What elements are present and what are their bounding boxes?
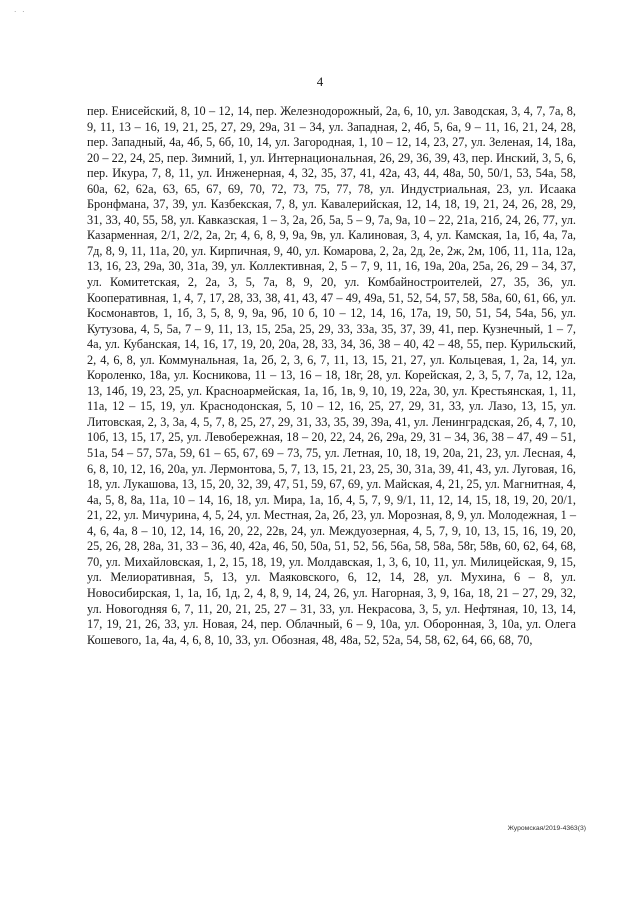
- page-number: 4: [316, 74, 324, 89]
- document-footer-code: Журомская/2019-4363(3): [507, 825, 586, 832]
- street-address-list: пер. Енисейский, 8, 10 – 12, 14, пер. Железнодорожный, 2а, 6, 10, ул. Заводская, 3, 4, 7, 7а, 8, 9, 11, 13 – 16, 19, 21, 25, 27, 29, 29а, 31 – 34, ул. Западная, 2, 4б, 5, 6а, 9 – 11, 16, 21, 24, 28, пер. Западный, 4а, 4б, 5, 6б, 10, 14, ул. Загородная, 1, 10 – 12, 14, 23, 27, ул. Зеленая, 14, 18а, 20 – 22, 24, 25, пер. Зимний, 1, ул. Интернациональная, 26, 29, 36, 39, 43, пер. Инский, 3, 5, 6, пер. Икура, 7, 8, 11, ул. Инженерная, 4, 32, 35, 37, 41, 42а, 43, 44, 48а, 50, 50/1, 53, 54а, 58, 60а, 62, 62а, 63, 65, 67, 69, 70, 72, 73, 75, 77, 78, ул. Индустриальная, 23, ул. Исаака Бронфмана, 37, 39, ул. Казбекская, 7, 8, ул. Кавалерийская, 12, 14, 18, 19, 21, 24, 26, 28, 29, 31, 33, 40, 55, 58, ул. Кавказская, 1 – 3, 2а, 2б, 5а, 5 – 9, 7а, 9а, 10 – 22, 21а, 21б, 24, 26, 77, ул. Казарменная, 2/1, 2/2, 2а, 2г, 4, 6, 8, 9, 9а, 9в, ул. Калиновая, 3, 4, ул. Камская, 1а, 1б, 4а, 7а, 7д, 8, 9, 11, 11а, 20, ул. Кирпичная, 9, 40, ул. Комарова, 2, 2а, 2д, 2е, 2ж, 2м, 10б, 11, 11а, 12а, 13, 16, 23, 29а, 30, 31а, 39, ул. Коллективная, 2, 5 – 7, 9, 11, 16, 19а, 20а, 25а, 26, 29 – 34, 37, ул. Комитетская, 2, 2а, 3, 5, 7а, 8, 9, 20, ул. Комбайностроителей, 27, 35, 36, ул. Кооперативная, 1, 4, 7, 17, 28, 33, 38, 41, 43, 47 – 49, 49а, 51, 52, 54, 57, 58, 58а, 60, 61, 66, ул. Космонавтов, 1, 1б, 3, 5, 8, 9, 9а, 9б, 10 б, 10 – 12, 14, 16, 17а, 19, 50, 51, 54, 54а, 56, ул. Кутузова, 4, 5, 5а, 7 – 9, 11, 13, 15, 25а, 25, 29, 33, 33а, 35, 37, 39, 41, пер. Кузнечный, 1 – 7, 4а, ул. Кубанская, 14, 16, 17, 19, 20, 20а, 28, 33, 34, 36, 38 – 40, 42 – 48, 55, пер. Курильский, 2, 4, 6, 8, ул. Коммунальная, 1а, 2б, 2, 3, 6, 7, 11, 13, 15, 21, 27, ул. Кольцевая, 1, 2а, 14, ул. Короленко, 18а, ул. Косникова, 11 – 13, 16 – 18, 18г, 28, ул. Корейская, 2, 3, 5, 7, 7а, 12, 12а, 13, 14б, 19, 23, 25, ул. Красноармейская, 1а, 1б, 1в, 9, 10, 19, 22а, 30, ул. Крестьянская, 1, 11, 11а, 12 – 15, 19, ул. Краснодонская, 5, 10 – 12, 16, 25, 27, 29, 31, 33, ул. Лазо, 13, 15, ул. Литовская, 2, 3, 3а, 4, 5, 7, 8, 25, 27, 29, 31, 33, 35, 39, 39а, 41, ул. Ленинградская, 2б, 4, 7, 10, 10б, 13, 15, 17, 25, ул. Левобережная, 18 – 20, 22, 24, 26, 29а, 29, 31 – 34, 36, 38 – 47, 49 – 51, 51а, 54 – 57, 57а, 59, 61 – 65, 67, 69 – 73, 75, ул. Летная, 10, 18, 19, 20а, 21, 23, ул. Лесная, 4, 6, 8, 10, 12, 16, 20а, ул. Лермонтова, 5, 7, 13, 15, 21, 23, 25, 30, 31а, 39, 41, 43, ул. Луговая, 16, 18, ул. Лукашова, 13, 15, 20, 32, 39, 47, 51, 59, 67, 69, ул. Майская, 4, 21, 25, ул. Магнитная, 4, 4а, 5, 8, 8а, 11а, 10 – 14, 16, 18, ул. Мира, 1а, 1б, 4, 5, 7, 9, 9/1, 11, 12, 14, 15, 18, 19, 20, 20/1, 21, 22, ул. Мичурина, 4, 5, 24, ул. Местная, 2а, 2б, 23, ул. Морозная, 8, 9, ул. Молодежная, 1 – 4, 6, 4а, 8 – 10, 12, 14, 16, 20, 22, 22в, 24, ул. Междуозерная, 4, 5, 7, 9, 10, 13, 15, 16, 19, 20, 25, 26, 28, 28а, 31, 33 – 36, 40, 42а, 46, 50, 50а, 51, 52, 56, 56а, 58, 58а, 58г, 58в, 60, 62, 64, 68, 70, ул. Михайловская, 1, 2, 15, 18, 19, ул. Молдавская, 1, 3, 6, 10, 11, ул. Милицейская, 9, 15, ул. Мелиоративная, 5, 13, ул. Маяковского, 6, 12, 14, 28, ул. Мухина, 6 – 8, ул. Новосибирская, 1, 1а, 1б, 1д, 2, 4, 8, 9, 14, 24, 26, ул. Нагорная, 3, 9, 16а, 18, 21 – 27, 29, 32, ул. Новогодняя 6, 7, 11, 20, 21, 25, 27 – 31, 33, ул. Некрасова, 3, 5, ул. Нефтяная, 10, 13, 14, 17, 19, 21, 26, 33, ул. Новая, 24, пер. Облачный, 6 – 9, 10а, ул. Оборонная, 3, 10а, ул. Олега Кошевого, 1а, 4а, 4, 6, 8, 10, 33, ул. Обозная, 48, 48а, 52, 52а, 54, 58, 62, 64, 66, 68, 70,: [87, 104, 576, 647]
- scan-mark: · ·: [14, 8, 27, 16]
